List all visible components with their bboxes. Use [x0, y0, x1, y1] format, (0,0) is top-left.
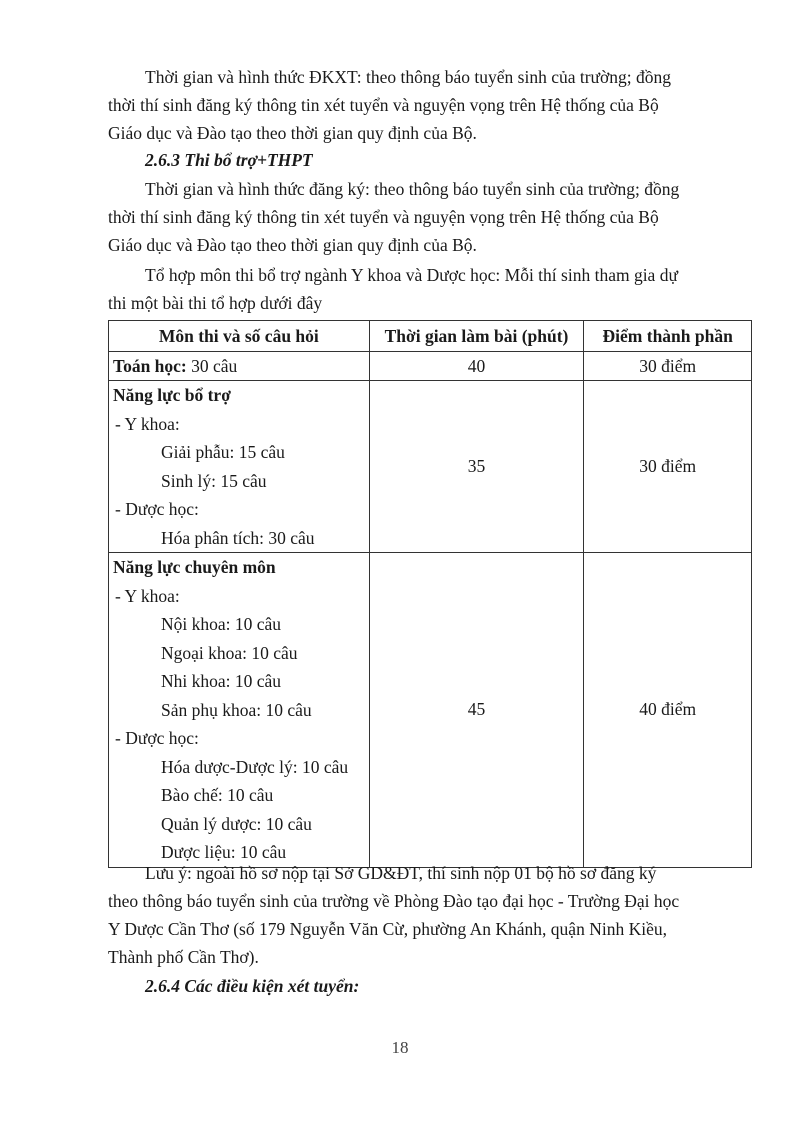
- score-cell: 40 điểm: [584, 553, 752, 868]
- column-header-time: Thời gian làm bài (phút): [369, 321, 584, 352]
- subject-cell: [109, 553, 370, 868]
- score-cell: 30 điểm: [584, 381, 752, 553]
- subject-item: Giải phẫu: 15 câu: [161, 442, 285, 462]
- subgroup-label: - Dược học:: [115, 728, 199, 748]
- paragraph-line: Thành phố Cần Thơ).: [108, 947, 259, 967]
- time-cell: 45: [369, 553, 584, 868]
- subject-label: Toán học:: [113, 355, 187, 376]
- question-count: 30 câu: [186, 355, 238, 376]
- paragraph-line: thi một bài thi tổ hợp dưới đây: [108, 293, 323, 313]
- score-cell: 30 điểm: [584, 352, 752, 381]
- table-header-row: [109, 321, 752, 352]
- paragraph-line: Tổ hợp môn thi bổ trợ ngành Y khoa và Dược học: Mỗi thí sinh tham gia dự: [145, 265, 678, 285]
- subject-item: Ngoại khoa: 10 câu: [161, 642, 298, 663]
- subject-item: Sản phụ khoa: 10 câu: [161, 699, 312, 720]
- subject-item: Nội khoa: 10 câu: [161, 614, 282, 634]
- exam-structure-table: [108, 320, 752, 868]
- paragraph-line: thời thí sinh đăng ký thông tin xét tuyển và nguyện vọng trên Hệ thống của Bộ: [108, 95, 659, 115]
- paragraph-line: theo thông báo tuyển sinh của trường về Phòng Đào tạo đại học - Trường Đại học: [108, 891, 680, 911]
- subject-item: Dược liệu: 10 câu: [161, 842, 287, 862]
- subgroup-label: - Dược học:: [115, 499, 199, 519]
- section-heading-2-6-4: 2.6.4 Các điều kiện xét tuyển:: [145, 976, 360, 996]
- table-row: [109, 553, 752, 868]
- paragraph-line: Lưu ý: ngoài hồ sơ nộp tại Sở GD&ĐT, thí sinh nộp 01 bộ hồ sơ đăng ký: [145, 863, 657, 883]
- paragraph-line: Giáo dục và Đào tạo theo thời gian quy định của Bộ.: [108, 235, 477, 255]
- group-title: Năng lực chuyên môn: [113, 557, 276, 577]
- time-cell: 40: [369, 352, 584, 381]
- table-row: [109, 352, 752, 381]
- section-heading-2-6-3: 2.6.3 Thi bổ trợ+THPT: [145, 150, 313, 170]
- subject-item: Hóa dược-Dược lý: 10 câu: [161, 756, 349, 777]
- subject-item: Hóa phân tích: 30 câu: [161, 527, 315, 548]
- subgroup-label: - Y khoa:: [115, 585, 180, 606]
- table-row: [109, 381, 752, 553]
- subject-item: Bào chế: 10 câu: [161, 785, 274, 805]
- paragraph-line: Thời gian và hình thức ĐKXT: theo thông báo tuyển sinh của trường; đồng: [145, 67, 672, 87]
- subject-cell: [109, 381, 370, 553]
- page-number: 18: [391, 1038, 409, 1057]
- paragraph-line: thời thí sinh đăng ký thông tin xét tuyển và nguyện vọng trên Hệ thống của Bộ: [108, 207, 659, 227]
- time-cell: 35: [369, 381, 584, 553]
- subgroup-label: - Y khoa:: [115, 413, 180, 434]
- subject-item: Quản lý dược: 10 câu: [161, 813, 312, 834]
- subject-cell: [109, 352, 370, 381]
- subject-item: Sinh lý: 15 câu: [161, 470, 267, 491]
- subject-item: Nhi khoa: 10 câu: [161, 671, 282, 691]
- paragraph-line: Y Dược Cần Thơ (số 179 Nguyễn Văn Cừ, phường An Khánh, quận Ninh Kiều,: [108, 919, 667, 939]
- paragraph-line: Giáo dục và Đào tạo theo thời gian quy định của Bộ.: [108, 123, 477, 143]
- column-header-score: Điểm thành phần: [584, 321, 752, 352]
- group-title: Năng lực bổ trợ: [113, 385, 231, 405]
- column-header-subject: Môn thi và số câu hỏi: [109, 321, 370, 352]
- paragraph-line: Thời gian và hình thức đăng ký: theo thông báo tuyển sinh của trường; đồng: [145, 179, 680, 199]
